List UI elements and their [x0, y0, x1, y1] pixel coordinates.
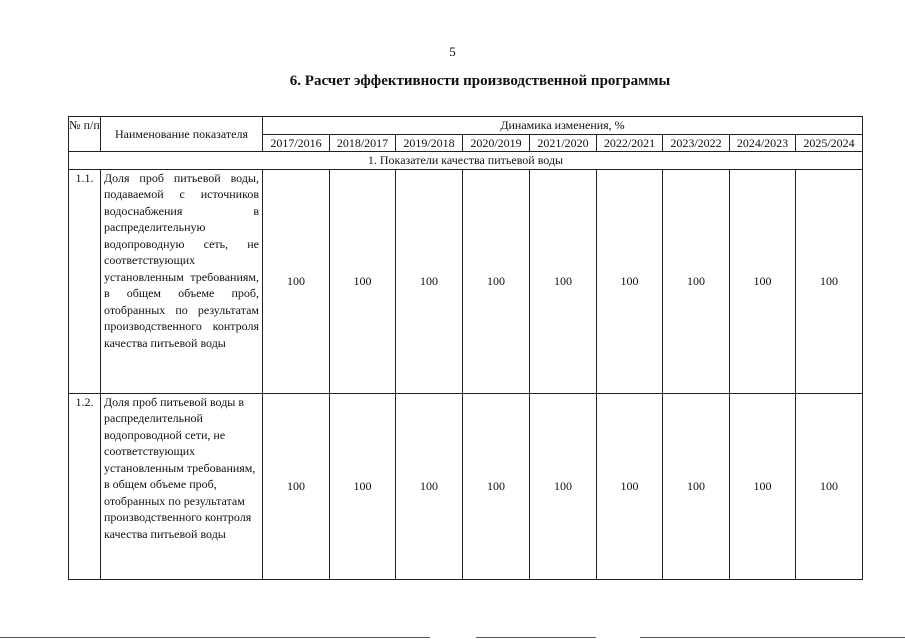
row-value: 100 — [463, 393, 530, 579]
header-year: 2024/2023 — [730, 134, 796, 152]
header-year: 2019/2018 — [396, 134, 463, 152]
section-header: 1. Показатели качества питьевой воды — [69, 152, 863, 170]
row-value: 100 — [330, 169, 396, 393]
row-value: 100 — [663, 169, 730, 393]
header-year: 2017/2016 — [263, 134, 330, 152]
header-dynamics: Динамика изменения, % — [263, 117, 863, 135]
bottom-scan-line — [476, 637, 596, 638]
row-value: 100 — [663, 393, 730, 579]
row-value: 100 — [730, 169, 796, 393]
row-value: 100 — [330, 393, 396, 579]
row-num: 1.1. — [69, 169, 101, 393]
row-value: 100 — [263, 169, 330, 393]
efficiency-table — [68, 116, 863, 580]
row-value: 100 — [396, 393, 463, 579]
row-value: 100 — [263, 393, 330, 579]
header-year: 2018/2017 — [330, 134, 396, 152]
bottom-scan-line — [640, 637, 905, 638]
row-value: 100 — [530, 393, 597, 579]
row-num: 1.2. — [69, 393, 101, 579]
row-value: 100 — [463, 169, 530, 393]
row-name: Доля проб питьевой воды в распределительной водопроводной сети, не соответствующих установленным требованиям, в общем объеме проб, отобранных по результатам производственного контроля качества питьевой воды — [101, 393, 263, 579]
header-name: Наименование показателя — [101, 117, 263, 152]
row-value: 100 — [796, 393, 863, 579]
bottom-scan-line — [0, 637, 430, 638]
header-num: № п/п — [69, 117, 101, 152]
row-value: 100 — [396, 169, 463, 393]
row-value: 100 — [796, 169, 863, 393]
table-row — [69, 169, 863, 393]
row-value: 100 — [597, 393, 663, 579]
header-year: 2022/2021 — [597, 134, 663, 152]
page-number: 5 — [449, 44, 456, 59]
header-year: 2021/2020 — [530, 134, 597, 152]
header-year: 2025/2024 — [796, 134, 863, 152]
row-value: 100 — [597, 169, 663, 393]
header-year: 2023/2022 — [663, 134, 730, 152]
row-value: 100 — [530, 169, 597, 393]
row-name: Доля проб питьевой воды, подаваемой с источников водоснабжения в распределительную водопроводную сеть, не соответствующих установленным требованиям, в общем объеме проб, отобранных по результатам производственного контроля качества питьевой воды — [101, 169, 263, 393]
table-row — [69, 393, 863, 579]
header-year: 2020/2019 — [463, 134, 530, 152]
section-title: 6. Расчет эффективности производственной программы — [289, 73, 671, 89]
row-value: 100 — [730, 393, 796, 579]
